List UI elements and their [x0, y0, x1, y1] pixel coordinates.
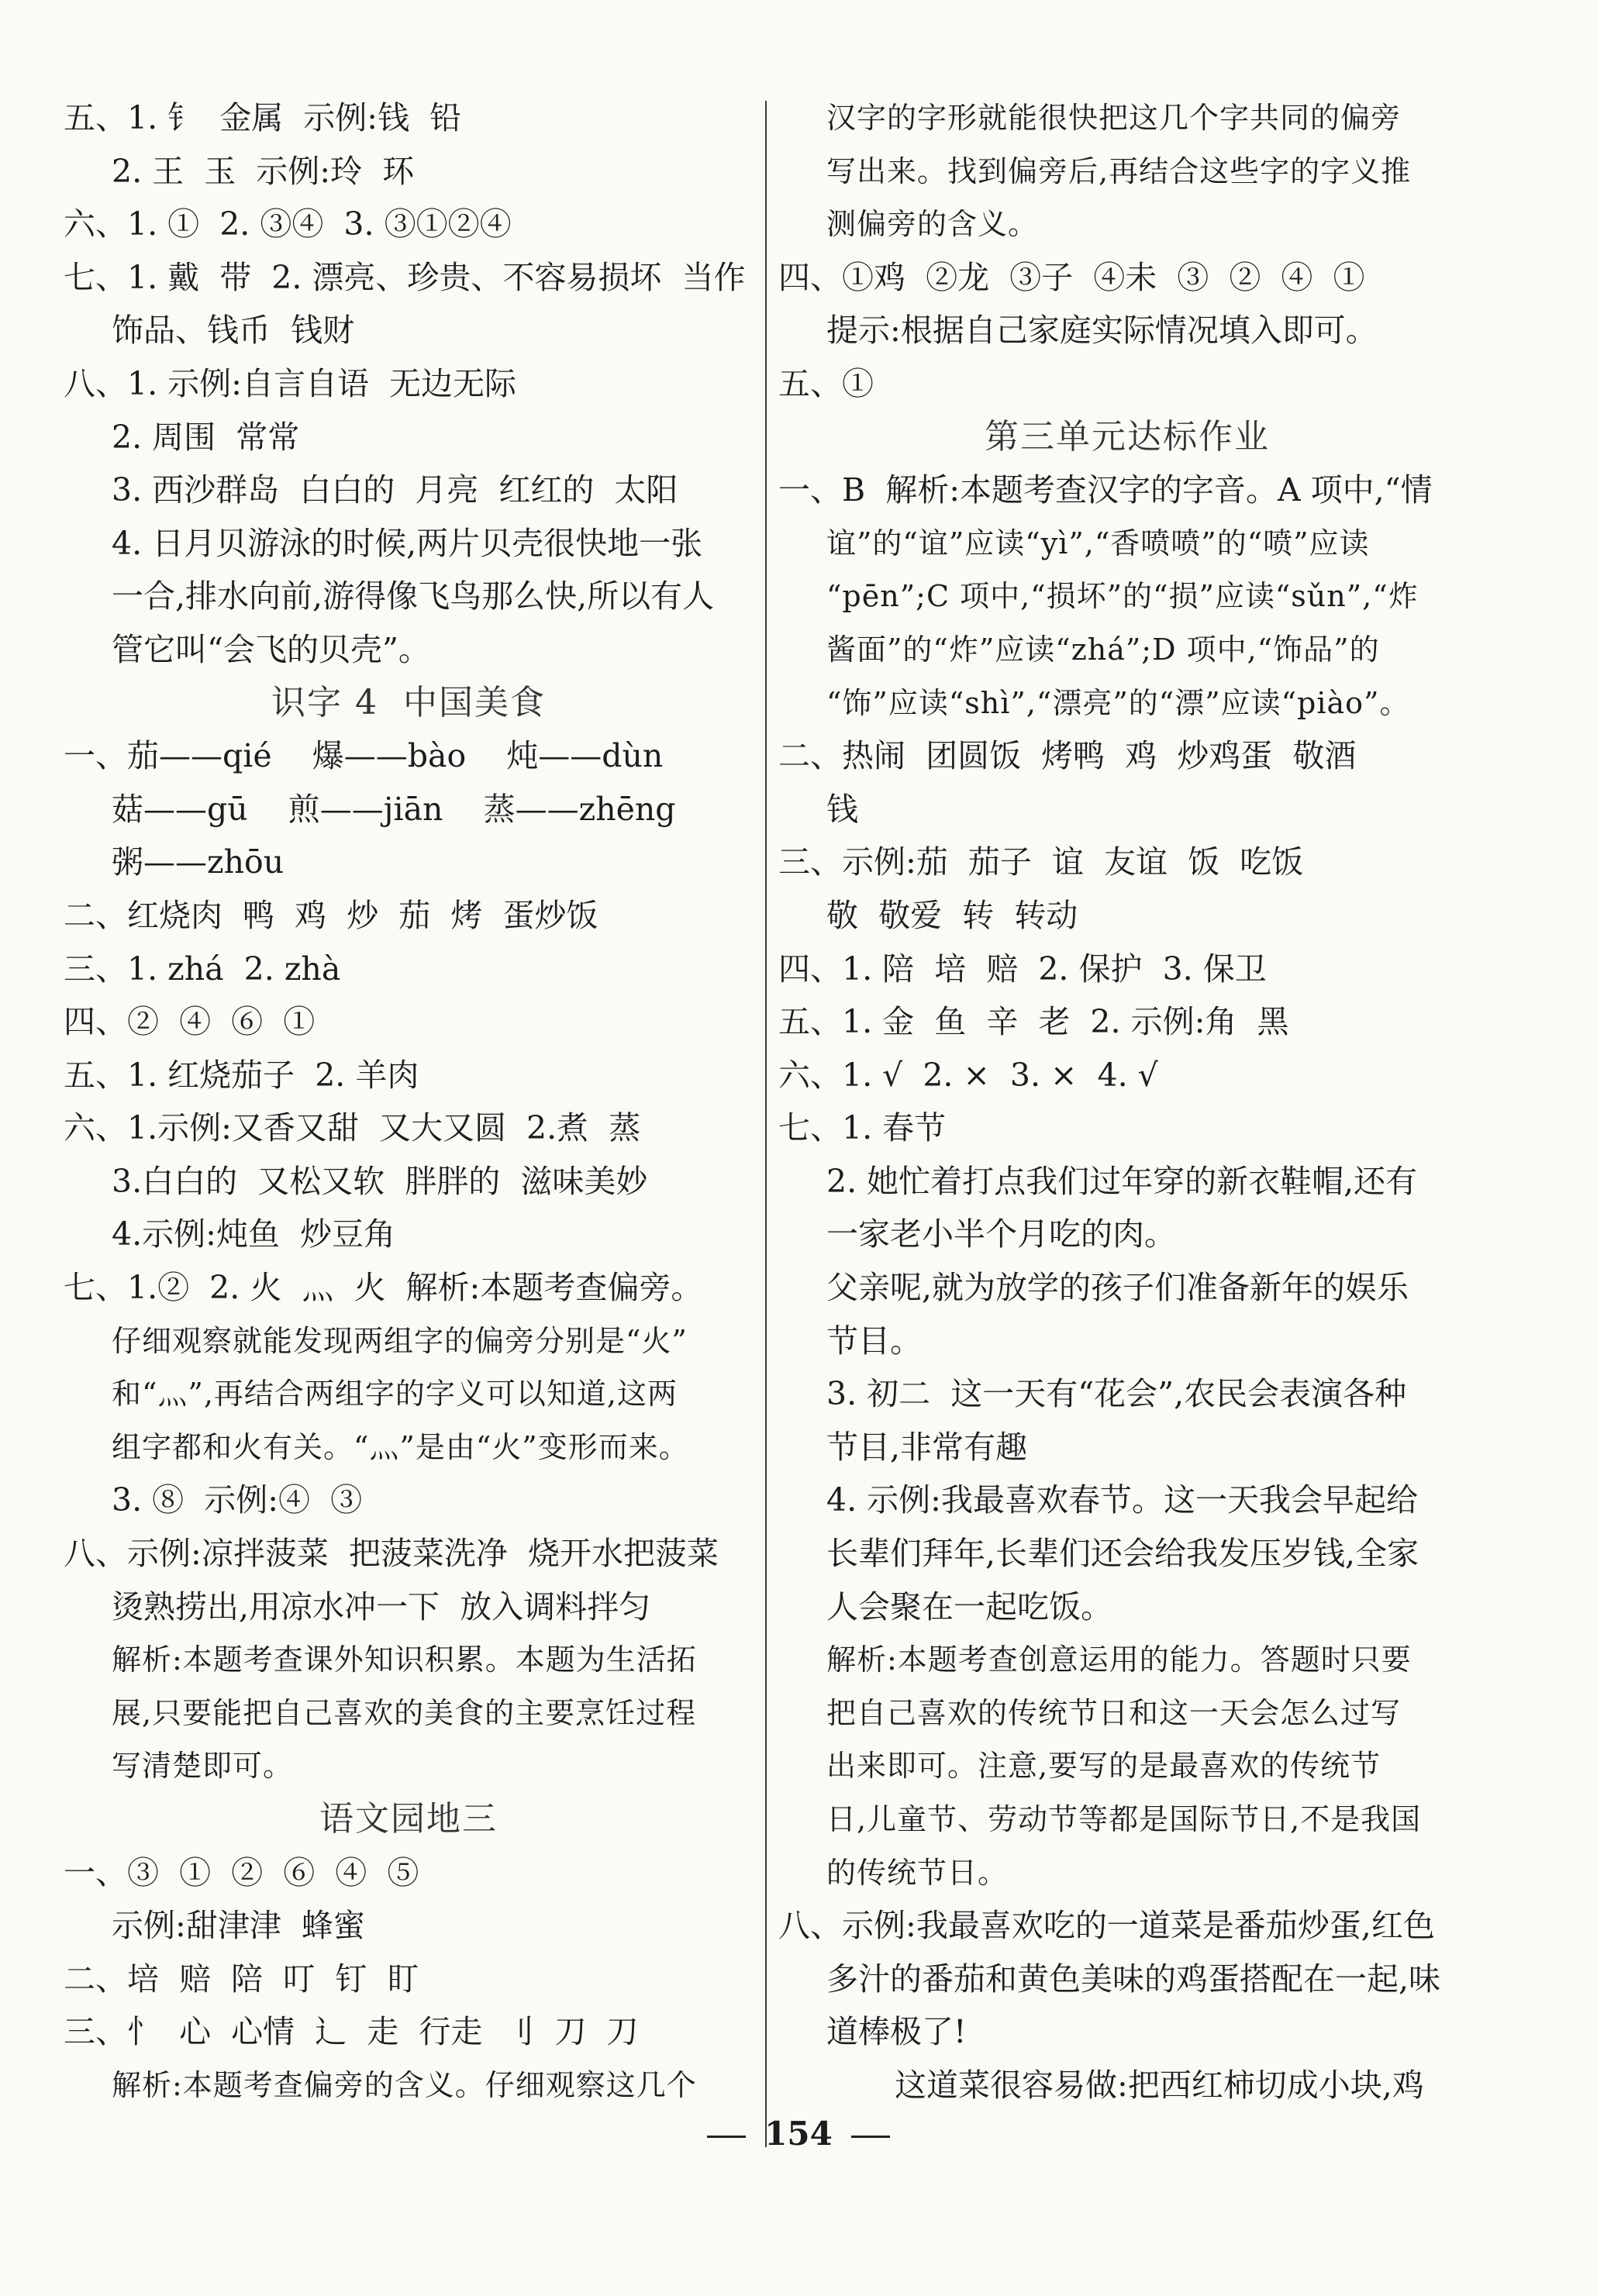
answer-line: 写清楚即可。: [112, 1749, 294, 1784]
page-number: [0, 2115, 1597, 2153]
section-heading: 语文园地三: [319, 1799, 498, 1839]
answer-line: 五、1. 红烧茄子 2. 羊肉: [64, 1056, 419, 1094]
answer-line: 3. 初二 这一天有“花会”,农民会表演各种: [826, 1375, 1407, 1413]
answer-line: 七、1. 春节: [778, 1109, 947, 1147]
answer-line: 这道菜很容易做:把西红柿切成小块,鸡: [895, 2066, 1424, 2104]
answer-line: 2. 周围 常常: [112, 418, 300, 456]
answer-line: 组字都和火有关。“灬”是由“火”变形而来。: [112, 1429, 689, 1464]
answer-line: 七、1. 戴 带 2. 漂亮、珍贵、不容易损坏 当作: [64, 258, 746, 296]
answer-line: 测偏旁的含义。: [826, 207, 1039, 242]
answer-line: 六、1. √ 2. × 3. × 4. √: [778, 1056, 1158, 1094]
answer-line: 4. 示例:我最喜欢春节。这一天我会早起给: [826, 1481, 1418, 1519]
answer-line: 七、1.② 2. 火 灬 火 解析:本题考查偏旁。: [64, 1269, 703, 1307]
answer-line: 八、示例:我最喜欢吃的一道菜是番茄炒蛋,红色: [778, 1907, 1435, 1945]
answer-line: 五、①: [778, 364, 874, 402]
answer-line: 粥——zhōu: [112, 843, 285, 881]
answer-line: 写出来。找到偏旁后,再结合这些字的字义推: [826, 153, 1412, 188]
answer-line: 解析:本题考查课外知识积累。本题为生活拓: [112, 1643, 697, 1677]
answer-line: 多汁的番茄和黄色美味的鸡蛋搭配在一起,味: [826, 1960, 1441, 1998]
answer-line: 3.白白的 又松又软 胖胖的 滋味美妙: [112, 1162, 648, 1200]
answer-line: 2. 王 玉 示例:玲 环: [112, 152, 415, 190]
answer-line: 出来即可。注意,要写的是最喜欢的传统节: [826, 1749, 1381, 1784]
answer-line: 一合,排水向前,游得像飞鸟那么快,所以有人: [112, 577, 715, 615]
column-divider: [765, 101, 767, 2147]
answer-line: 四、② ④ ⑥ ①: [64, 1003, 316, 1041]
answer-line: 钱: [826, 790, 858, 828]
section-heading: 第三单元达标作业: [985, 416, 1270, 457]
answer-line: 烫熟捞出,用凉水冲一下 放入调料拌匀: [112, 1588, 651, 1625]
left-column: [64, 91, 754, 2112]
answer-line: 敬 敬爱 转 转动: [826, 896, 1078, 934]
answer-line: 人会聚在一起吃饭。: [826, 1588, 1112, 1625]
answer-line: 4.示例:炖鱼 炒豆角: [112, 1215, 395, 1253]
answer-line: 二、热闹 团圆饭 烤鸭 鸡 炒鸡蛋 敬酒: [778, 737, 1357, 775]
answer-line: 一家老小半个月吃的肉。: [826, 1215, 1176, 1253]
answer-line: 六、1.示例:又香又甜 又大又圆 2.煮 蒸: [64, 1109, 641, 1147]
answer-line: 饰品、钱币 钱财: [112, 312, 355, 350]
answer-line: 谊”的“谊”应读“yì”,“香喷喷”的“喷”应读: [826, 526, 1370, 560]
answer-line: 二、红烧肉 鸭 鸡 炒 茄 烤 蛋炒饭: [64, 896, 598, 934]
answer-line: 五、1. 金 鱼 辛 老 2. 示例:角 黑: [778, 1003, 1289, 1041]
answer-line: 四、1. 陪 培 赔 2. 保护 3. 保卫: [778, 950, 1267, 988]
answer-line: 示例:甜津津 蜂蜜: [112, 1907, 365, 1945]
answer-line: 的传统节日。: [826, 1855, 1009, 1890]
answer-line: 4. 日月贝游泳的时候,两片贝壳很快地一张: [112, 524, 703, 562]
answer-line: 节目。: [826, 1322, 922, 1360]
answer-line: 3. ⑧ 示例:④ ③: [112, 1481, 363, 1519]
answer-line: 日,儿童节、劳动节等都是国际节日,不是我国: [826, 1802, 1422, 1836]
answer-line: 八、示例:凉拌菠菜 把菠菜洗净 烧开水把菠菜: [64, 1535, 719, 1573]
answer-line: 把自己喜欢的传统节日和这一天会怎么过写: [826, 1695, 1402, 1730]
answer-line: 酱面”的“炸”应读“zhá”;D 项中,“饰品”的: [826, 632, 1380, 667]
answer-line: 道棒极了!: [826, 2013, 967, 2051]
answer-line: 解析:本题考查偏旁的含义。仔细观察这几个: [112, 2067, 697, 2102]
answer-line: “pēn”;C 项中,“损坏”的“损”应读“sǔn”,“炸: [826, 579, 1419, 614]
answer-line: 节目,非常有趣: [826, 1428, 1028, 1466]
answer-line: 2. 她忙着打点我们过年穿的新衣鞋帽,还有: [826, 1162, 1418, 1200]
section-heading: 识字 4 中国美食: [271, 682, 546, 722]
answer-line: 管它叫“会飞的贝壳”。: [112, 630, 430, 668]
answer-line: 菇——gū 煎——jiān 蒸——zhēng: [112, 790, 676, 828]
answer-line: 解析:本题考查创意运用的能力。答题时只要: [826, 1643, 1412, 1677]
answer-line: 仔细观察就能发现两组字的偏旁分别是“火”: [112, 1323, 688, 1358]
answer-line: 和“灬”,再结合两组字的字义可以知道,这两: [112, 1377, 678, 1412]
answer-line: 八、1. 示例:自言自语 无边无际: [64, 364, 517, 402]
right-column: [778, 91, 1476, 2112]
answer-line: 三、示例:茄 茄子 谊 友谊 饭 吃饭: [778, 843, 1304, 881]
answer-line: 长辈们拜年,长辈们还会给我发压岁钱,全家: [826, 1535, 1419, 1573]
answer-line: 三、1. zhá 2. zhà: [64, 950, 341, 988]
answer-line: 一、③ ① ② ⑥ ④ ⑤: [64, 1853, 419, 1891]
answer-line: 六、1. ① 2. ③④ 3. ③①②④: [64, 205, 512, 243]
answer-line: 提示:根据自己家庭实际情况填入即可。: [826, 312, 1378, 350]
answer-line: 一、B 解析:本题考查汉字的字音。A 项中,“情: [778, 471, 1433, 509]
answer-line: 一、茄——qié 爆——bào 炖——dùn: [64, 737, 664, 775]
answer-line: 展,只要能把自己喜欢的美食的主要烹饪过程: [112, 1695, 697, 1730]
answer-line: 父亲呢,就为放学的孩子们准备新年的娱乐: [826, 1269, 1409, 1307]
answer-line: 三、忄 心 心情 辶 走 行走 刂 刀 刀: [64, 2013, 639, 2051]
answer-line: 3. 西沙群岛 白白的 月亮 红红的 太阳: [112, 471, 678, 509]
answer-line: 汉字的字形就能很快把这几个字共同的偏旁: [826, 101, 1402, 135]
answer-line: 二、培 赔 陪 叮 钉 盯: [64, 1960, 419, 1998]
answer-line: 四、①鸡 ②龙 ③子 ④未 ③ ② ④ ①: [778, 258, 1365, 296]
page-number-text: 154: [764, 2115, 833, 2153]
answer-line: 五、1. 钅 金属 示例:钱 铅: [64, 99, 462, 136]
answer-line: “饰”应读“shì”,“漂亮”的“漂”应读“piào”。: [826, 685, 1410, 720]
